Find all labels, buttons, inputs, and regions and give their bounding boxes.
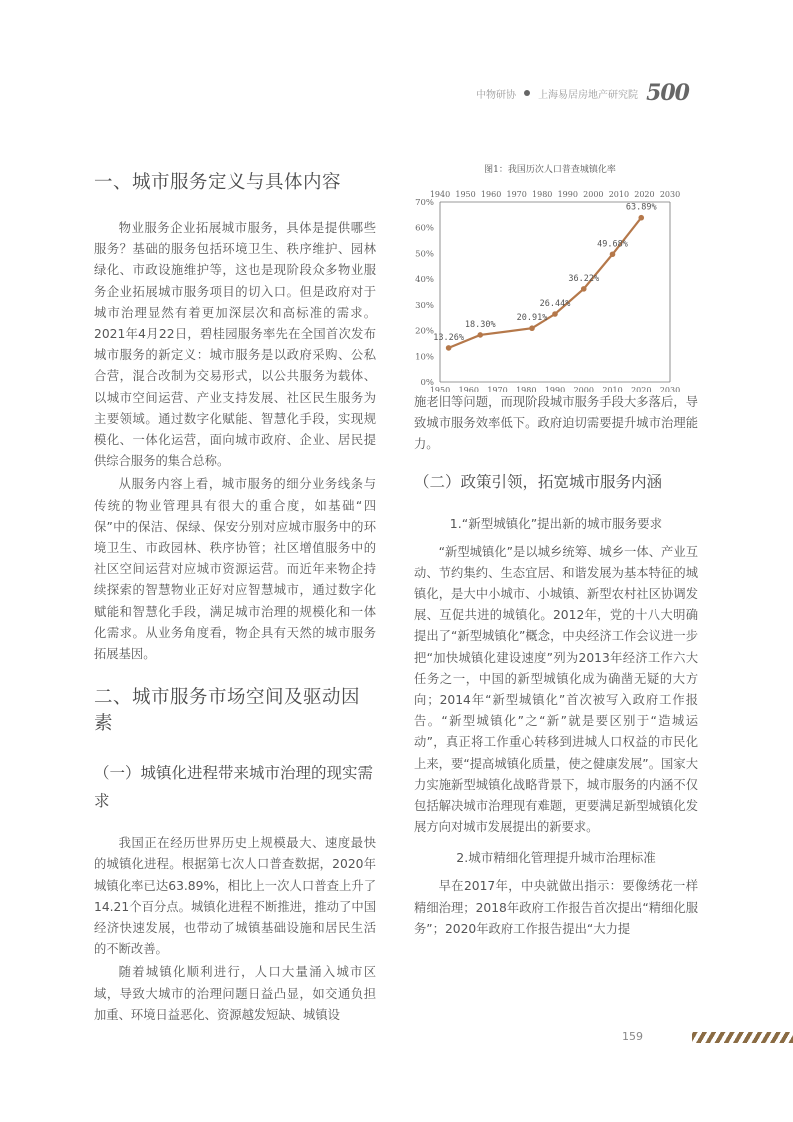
page-number: 159 — [622, 1030, 643, 1043]
urbanization-chart — [400, 162, 700, 392]
y-tick-label: 40% — [415, 275, 434, 286]
x-tick-label-top: 1960 — [480, 190, 502, 199]
header-org1: 中物研协 — [476, 89, 517, 101]
x-tick-label-bottom: 2010 — [602, 386, 623, 392]
paragraph: 早在2017年，中央就做出指示：要像绣花一样精细治理；2018年政府工作报告首次提出“精细化服务”；2020年政府工作报告提出“大力提 — [414, 879, 698, 936]
x-tick-label-bottom: 1970 — [487, 386, 508, 392]
x-tick-label-top: 1990 — [557, 190, 578, 199]
x-tick-label-top: 2010 — [608, 190, 630, 199]
paragraph: 从服务内容上看，城市服务的细分业务线条与传统的物业管理具有很大的重合度，如基础“四保”中的保洁、保绿、保安分别对应城市服务中的环境卫生、市政园林、秩序协管；社区增值服务中的社区空间运营对应城市资源运营。而近年来物企持续探索的智慧物业正好对应智慧城市，通过数字化赋能和智慧化手段，满足城市治理的规模化和一体化需求。从业务角度看，物企具有天然的城市服务拓展基因。 — [94, 477, 376, 662]
decorative-stripes — [692, 1032, 793, 1043]
data-label: 63.89% — [625, 202, 657, 213]
y-tick-label: 70% — [415, 198, 434, 208]
section1-title: 一、城市服务定义与具体内容 — [94, 172, 342, 193]
data-point — [610, 251, 616, 257]
x-tick-label-bottom: 2020 — [631, 386, 652, 392]
paragraph: “新型城镇化”是以城乡统筹、城乡一体、产业互动、节约集约、生态宜居、和谐发展为基本特征的城镇化，是大中小城市、小城镇、新型农村社区协调发展、互促共进的城镇化。2012年，党的十八大明确提出了“新型城镇化”概念，中央经济工作会议进一步把“加快城镇化建设速度”列为2013年经济工作六大任务之一，中国的新型城镇化成为确凿无疑的大方向；2014年“新型城镇化”首次被写入政府工作报告。“新型城镇化”之“新”就是要区别于“造城运动”，真正将工作重心转移到进城人口权益的市民化上来，要“提高城镇化质量，使之健康发展”。国家大力实施新型城镇化战略背景下，城市服务的内涵不仅包括解决城市治理现有难题，更要满足新型城镇化发展方向对城市发展提出的新要求。 — [414, 544, 698, 835]
data-point — [529, 325, 535, 331]
subsection1-title: （一）城镇化进程带来城市治理的现实需求 — [94, 764, 374, 811]
y-tick-label: 50% — [415, 249, 434, 260]
left-column — [94, 168, 376, 1028]
chart-svg — [400, 162, 700, 392]
x-tick-label-top: 1970 — [506, 190, 527, 199]
paragraph: 物业服务企业拓展城市服务，具体是提供哪些服务？基础的服务包括环境卫生、秩序维护、园林绿化、市政设施维护等，这也是现阶段众多物业服务企业拓展城市服务项目的切入口。但是政府对于城市治理显然有着更加深层次和高标准的需求。2021年4月22日，碧桂园服务率先在全国首次发布城市服务的新定义：城市服务是以政府采购、公私合营，混合改制为交易形式，以公共服务为载体、以城市空间运营、产业支持发展、社区民生服务为主要领域。通过数字化赋能、智慧化手段，实现规模化、一体化运营，面向城市政府、企业、居民提供综合服务的集合总称。 — [94, 221, 376, 469]
data-label: 18.30% — [464, 319, 496, 330]
subsection2-title: （二）政策引领，拓宽城市服务内涵 — [414, 472, 663, 491]
logo-500: 500 — [646, 80, 689, 106]
right-column — [414, 165, 698, 942]
header-org2: 上海易居房地产研究院 — [538, 89, 639, 101]
paragraph: 我国正在经历世界历史上规模最大、速度最快的城镇化进程。根据第七次人口普查数据，2020年城镇化率已达63.89%，相比上一次人口普查上升了14.21个百分点。城镇化进程不断推进，推动了中国经济快速发展，也带动了城镇基础设施和居民生活的不断改善。 — [94, 836, 376, 957]
y-tick-label: 10% — [415, 352, 434, 363]
x-tick-label-bottom: 1990 — [544, 386, 566, 392]
heading-numbered-1: 1.“新型城镇化”提出新的城市服务要求 — [449, 515, 663, 531]
data-point — [552, 311, 558, 317]
data-point — [446, 345, 452, 351]
x-tick-label-bottom: 1960 — [458, 386, 479, 392]
y-tick-label: 60% — [415, 223, 434, 234]
paragraph: 随着城镇化顺利进行，人口大量涌入城市区域，导致大城市的治理问题日益凸显，如交通负担加重、环境日益恶化、资源越发短缺、城镇设 — [94, 965, 376, 1022]
x-tick-label-top: 2020 — [634, 190, 655, 199]
x-tick-label-bottom: 1950 — [429, 386, 451, 392]
separator-dot-icon — [524, 90, 530, 96]
chart-title: 图1：我国历次人口普查城镇化率 — [484, 165, 616, 175]
data-point — [477, 332, 483, 338]
x-tick-label-bottom: 1980 — [516, 386, 537, 392]
data-point — [581, 286, 587, 292]
data-label: 20.91% — [516, 313, 548, 324]
x-tick-label-bottom: 2000 — [573, 386, 594, 392]
data-label: 49.68% — [597, 239, 628, 250]
data-label: 26.44% — [539, 299, 571, 310]
data-point — [638, 215, 644, 221]
data-label: 36.22% — [568, 273, 600, 284]
page-header — [476, 80, 689, 106]
x-tick-label-top: 2030 — [659, 190, 681, 199]
x-tick-label-top: 1950 — [455, 190, 476, 199]
x-tick-label-top: 1940 — [429, 190, 451, 199]
x-tick-label-bottom: 2030 — [659, 386, 681, 392]
section2-title: 二、城市服务市场空间及驱动因素 — [94, 687, 361, 735]
y-tick-label: 20% — [415, 326, 434, 337]
paragraph: 施老旧等问题，而现阶段城市服务手段大多落后，导致城市服务效率低下。政府迫切需要提升城市治理能力。 — [414, 395, 698, 452]
y-tick-label: 30% — [415, 300, 434, 311]
y-tick-label: 0% — [420, 378, 434, 388]
heading-numbered-2: 2.城市精细化管理提升城市治理标准 — [456, 850, 656, 866]
x-tick-label-top: 2000 — [583, 190, 604, 199]
data-label: 13.26% — [433, 332, 464, 343]
x-tick-label-top: 1980 — [532, 190, 553, 199]
